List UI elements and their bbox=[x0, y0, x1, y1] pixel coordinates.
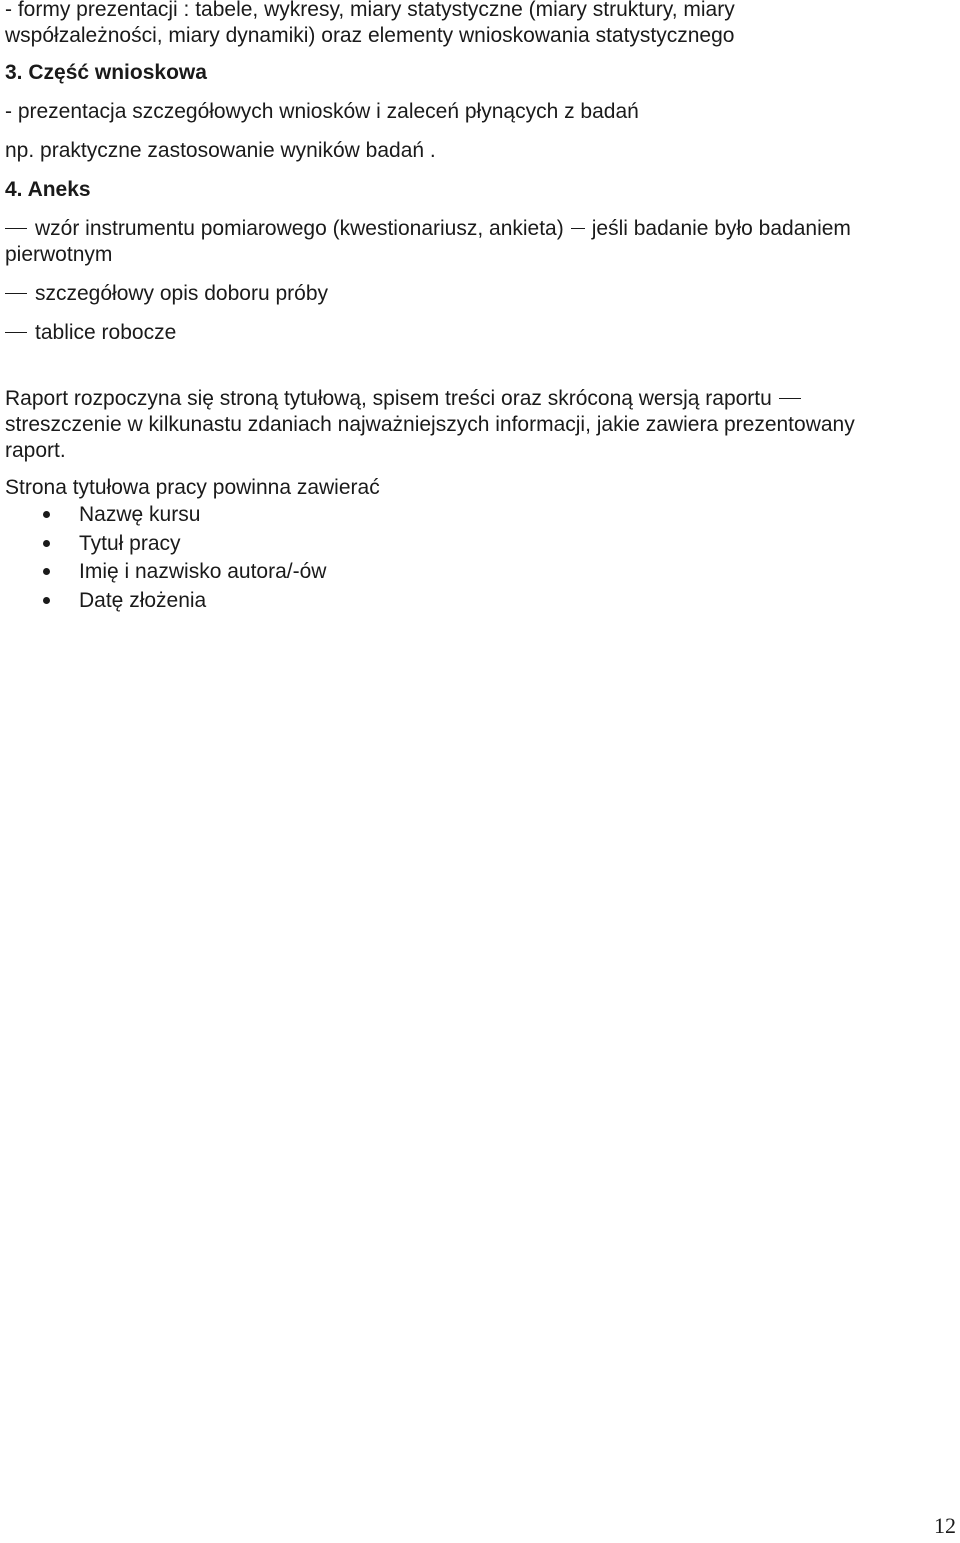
list-item bbox=[5, 558, 955, 587]
section-3-heading: 3. Część wnioskowa bbox=[5, 61, 207, 84]
appendix-item-text: szczegółowy opis doboru próby bbox=[35, 282, 328, 305]
appendix-item bbox=[5, 216, 955, 242]
report-line: raport. bbox=[5, 439, 66, 462]
bullet-icon bbox=[43, 568, 50, 575]
bullet-icon bbox=[43, 511, 50, 518]
list-item bbox=[5, 530, 955, 559]
report-line: streszczenie w kilkunastu zdaniach najważniejszych informacji, jakie zawiera prezentowany bbox=[5, 413, 855, 436]
section-3-line: np. praktyczne zastosowanie wyników badań . bbox=[5, 139, 436, 162]
document-page bbox=[5, 0, 955, 615]
list-item-text: Datę złożenia bbox=[79, 588, 207, 612]
title-page-list bbox=[5, 501, 955, 615]
section-4-heading: 4. Aneks bbox=[5, 178, 91, 201]
report-line-text: Raport rozpoczyna się stroną tytułową, spisem treści oraz skróconą wersją raportu bbox=[5, 387, 772, 410]
intro-line: współzależności, miary dynamiki) oraz elementy wnioskowania statystycznego bbox=[5, 24, 735, 47]
appendix-item bbox=[5, 281, 955, 307]
report-paragraph bbox=[5, 386, 955, 464]
appendix-item-continuation: pierwotnym bbox=[5, 243, 113, 266]
dash-icon bbox=[5, 293, 27, 295]
list-item-text: Tytuł pracy bbox=[79, 531, 181, 555]
report-line bbox=[5, 386, 955, 412]
bullet-icon bbox=[43, 597, 50, 604]
appendix-item-text: jeśli badanie było badaniem bbox=[591, 217, 851, 240]
list-item bbox=[5, 587, 955, 616]
dash-icon bbox=[571, 228, 585, 230]
title-page-intro: Strona tytułowa pracy powinna zawierać bbox=[5, 476, 380, 499]
intro-line: - formy prezentacji : tabele, wykresy, miary statystyczne (miary struktury, miary bbox=[5, 0, 735, 21]
list-item bbox=[5, 501, 955, 530]
dash-icon bbox=[779, 398, 801, 400]
intro-paragraph bbox=[5, 0, 955, 49]
section-3-line: - prezentacja szczegółowych wniosków i zaleceń płynących z badań bbox=[5, 100, 639, 123]
list-item-text: Nazwę kursu bbox=[79, 503, 201, 526]
dash-icon bbox=[5, 228, 27, 230]
list-item-text: Imię i nazwisko autora/-ów bbox=[79, 560, 327, 583]
bullet-icon bbox=[43, 540, 50, 547]
appendix-item-text: tablice robocze bbox=[35, 321, 177, 344]
dash-icon bbox=[5, 332, 27, 334]
page-number: 12 bbox=[934, 1513, 956, 1538]
appendix-item bbox=[5, 320, 955, 346]
appendix-item-text: wzór instrumentu pomiarowego (kwestionariusz, ankieta) bbox=[35, 217, 564, 240]
